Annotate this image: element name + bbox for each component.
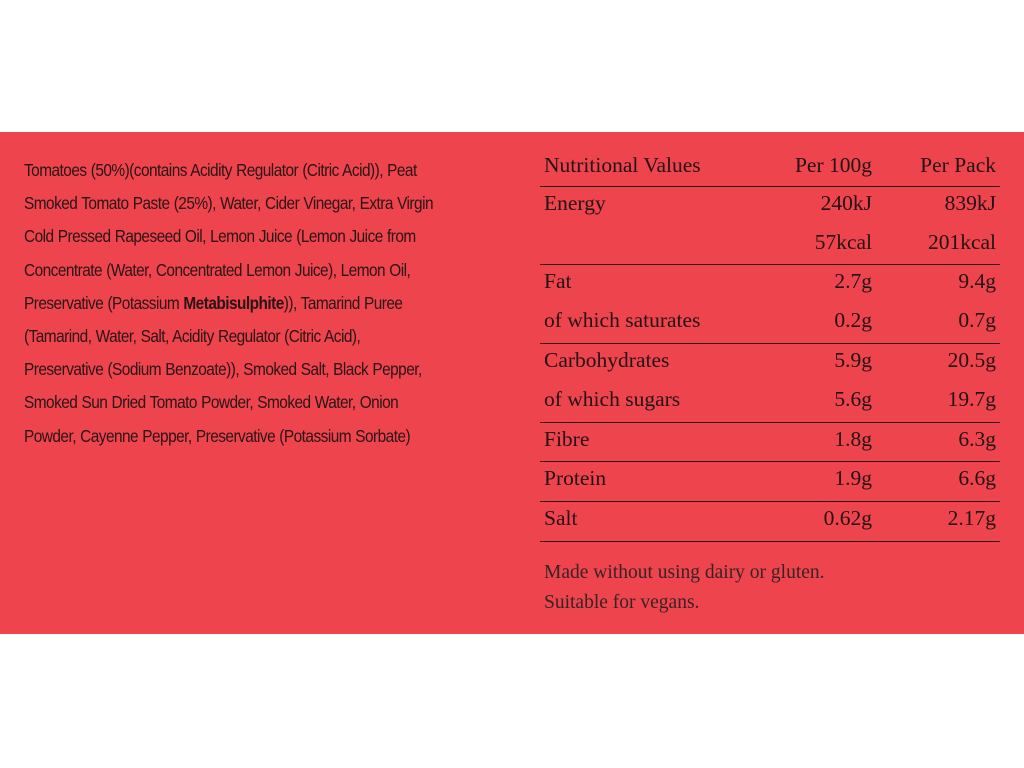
per-100g-value: 0.62g xyxy=(823,506,872,531)
per-100g-value: 5.9g xyxy=(834,347,872,372)
per-pack-value: 6.3g xyxy=(958,426,996,451)
per-100g-value: 1.9g xyxy=(834,466,872,491)
dietary-note-vegan: Suitable for vegans. xyxy=(544,592,700,613)
per-pack-value: 20.5g xyxy=(947,347,996,372)
dietary-note-dairy-gluten: Made without using dairy or gluten. xyxy=(544,562,825,583)
nutrition-table xyxy=(540,149,1000,542)
ingredients-line: Cold Pressed Rapeseed Oil, Lemon Juice (Lemon Juice from xyxy=(24,226,416,247)
nutrition-row-fat xyxy=(540,265,1000,304)
per-100g-value: 240kJ xyxy=(820,190,872,215)
per-pack-value: 839kJ xyxy=(944,190,996,215)
nutrition-header-row xyxy=(540,149,1000,188)
nutrition-row-salt xyxy=(540,502,1000,541)
ingredients-line: Preservative (Sodium Benzoate)), Smoked Salt, Black Pepper, xyxy=(24,359,422,380)
per-100g-value: 2.7g xyxy=(834,269,872,294)
nutrition-row-sugars xyxy=(540,383,1000,422)
nutrition-row-carbohydrates xyxy=(540,344,1000,383)
dietary-notes xyxy=(544,558,825,618)
per-100g-value: 57kcal xyxy=(814,229,872,254)
nutrition-row-fibre xyxy=(540,423,1000,462)
nutrition-row-saturates xyxy=(540,304,1000,343)
ingredients-line: )), Tamarind Puree xyxy=(283,292,403,313)
header-per-100g: Per 100g xyxy=(794,153,872,177)
nutrition-row-energy-kj xyxy=(540,187,1000,226)
per-pack-value: 9.4g xyxy=(958,269,996,294)
nutrient-name: Protein xyxy=(544,466,607,491)
header-nutritional-values: Nutritional Values xyxy=(544,153,701,177)
nutrient-name: Fibre xyxy=(544,426,590,451)
nutrition-row-energy-kcal xyxy=(540,226,1000,265)
allergen-highlight: Metabisulphite xyxy=(183,292,284,313)
header-per-pack: Per Pack xyxy=(920,153,996,177)
ingredients-line: Smoked Tomato Paste (25%), Water, Cider Vinegar, Extra Virgin xyxy=(24,193,434,214)
nutrient-name: Energy xyxy=(544,190,606,215)
per-100g-value: 5.6g xyxy=(834,386,872,411)
per-pack-value: 6.6g xyxy=(958,466,996,491)
nutrient-name: of which saturates xyxy=(544,308,701,333)
per-pack-value: 0.7g xyxy=(958,308,996,333)
ingredients-line: (Tamarind, Water, Salt, Acidity Regulator (Citric Acid), xyxy=(24,326,361,347)
label-panel xyxy=(0,132,1024,634)
per-100g-value: 1.8g xyxy=(834,426,872,451)
ingredients-line: Powder, Cayenne Pepper, Preservative (Potassium Sorbate) xyxy=(24,425,411,446)
per-pack-value: 2.17g xyxy=(947,506,996,531)
nutrition-row-protein xyxy=(540,462,1000,501)
per-pack-value: 19.7g xyxy=(947,386,996,411)
table-divider xyxy=(540,541,1000,542)
ingredients-line: Smoked Sun Dried Tomato Powder, Smoked Water, Onion xyxy=(24,392,399,413)
ingredients-text xyxy=(24,154,446,453)
ingredients-line: Concentrate (Water, Concentrated Lemon Juice), Lemon Oil, xyxy=(24,259,411,280)
per-100g-value: 0.2g xyxy=(834,308,872,333)
nutrient-name: of which sugars xyxy=(544,386,681,411)
nutrient-name: Fat xyxy=(544,269,572,294)
per-pack-value: 201kcal xyxy=(927,229,996,254)
nutrient-name: Carbohydrates xyxy=(544,347,670,372)
ingredients-line: Preservative (Potassium xyxy=(24,292,184,313)
nutrient-name: Salt xyxy=(544,506,578,531)
ingredients-line: Tomatoes (50%)(contains Acidity Regulator (Citric Acid)), Peat xyxy=(24,160,417,180)
